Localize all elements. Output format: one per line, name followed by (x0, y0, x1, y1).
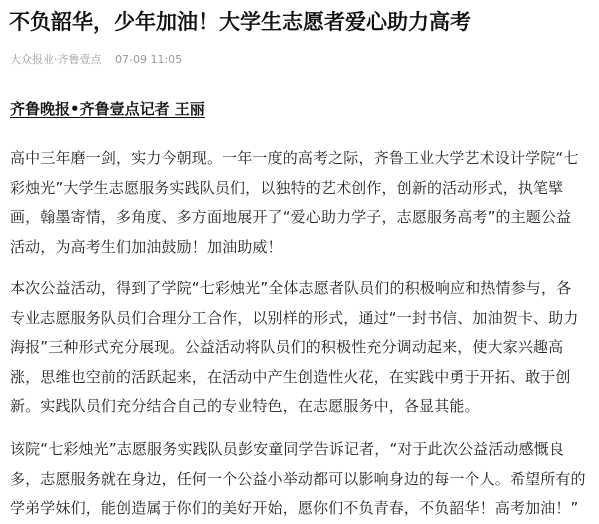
byline: 齐鲁晚报•齐鲁壹点记者 王丽 (10, 100, 205, 118)
paragraph-3 (10, 435, 592, 524)
paragraph-line: 新。实践队员们充分结合自己的专业特色，在志愿服务中，各显其能。 (10, 397, 480, 415)
paragraph-line: 涨，思维也空前的活跃起来，在活动中产生创造性火花，在实践中勇于开拓、敢于创 (10, 367, 571, 386)
paragraph-line: 多，志愿服务就在身边，任何一个公益小举动都可以影响身边的每一个人。希望所有的 (10, 469, 586, 488)
article-meta (10, 52, 182, 68)
paragraph-line: 本次公益活动，得到了学院“七彩烛光”全体志愿者队员们的积极响应和热情参与，各 (10, 279, 572, 297)
paragraph-1 (10, 144, 592, 262)
source-label[interactable]: 大众报业·齐鲁壹点 (10, 53, 102, 66)
paragraph-line: 专业志愿服务队员们合理分工合作，以别样的形式，通过“一封书信、加油贺卡、助力 (10, 308, 579, 327)
paragraph-line: 画，翰墨寄情，多角度、多方面地展开了“爱心助力学子，志愿服务高考”的主题公益 (10, 208, 572, 226)
article-title: 不负韶华，少年加油！大学生志愿者爱心助力高考 (9, 10, 471, 34)
publish-date: 07-09 11:05 (115, 53, 183, 66)
paragraph-2 (10, 274, 592, 422)
paragraph-line: 该院“七彩烛光”志愿服务实践队员彭安童同学告诉记者，“对于此次公益活动感慨良 (10, 440, 565, 458)
paragraph-line: 学弟学妹们，能创造属于你们的美好开始，愿你们不负青春，不负韶华！高考加油！” (10, 499, 579, 517)
paragraph-line: 活动，为高考生们加油鼓励！加油助威！ (10, 237, 283, 256)
paragraph-line: 海报”三种形式充分展现。公益活动将队员们的积极性充分调动起来，使大家兴趣高 (10, 338, 564, 356)
paragraph-line: 彩烛光”大学生志愿服务实践队员们，以独特的艺术创作，创新的活动形式，执笔擘 (10, 178, 564, 197)
paragraph-line: 高中三年磨一剑，实力今朝现。一年一度的高考之际，齐鲁工业大学艺术设计学院“七 (10, 149, 579, 167)
